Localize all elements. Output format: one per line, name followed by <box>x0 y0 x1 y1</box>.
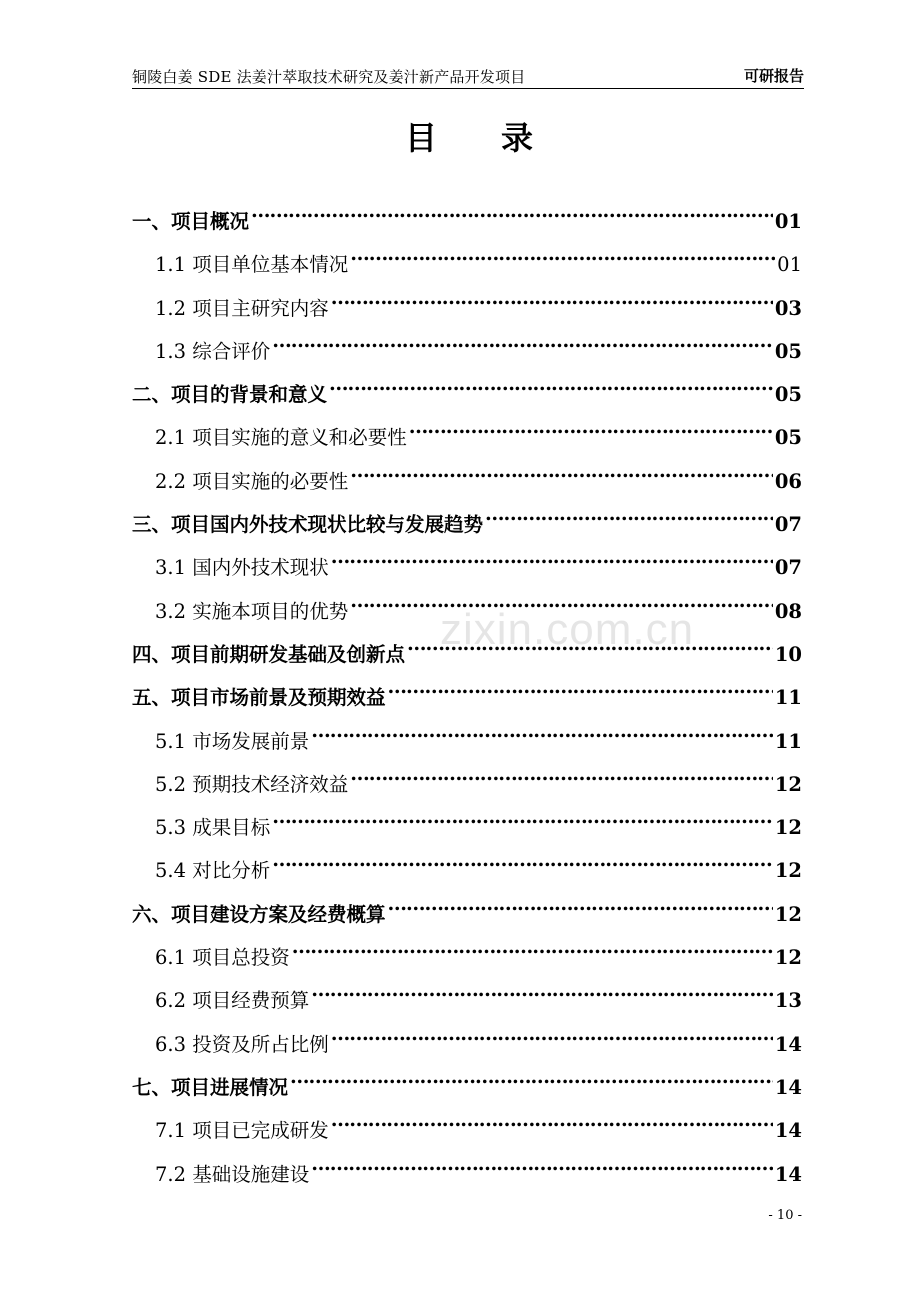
toc-entry-label: 三、项目国内外技术现状比较与发展趋势 <box>132 513 484 537</box>
toc-entry-page: 06 <box>774 469 802 493</box>
toc-entry[interactable] <box>132 410 802 453</box>
page-number: - 10 - <box>768 1208 802 1223</box>
toc-entry-page: 12 <box>774 816 802 840</box>
watermark: zixin.com.cn <box>440 605 695 654</box>
toc-entry[interactable] <box>132 714 802 757</box>
toc-dot-leader <box>331 1103 773 1137</box>
toc-entry-page: 05 <box>774 339 802 363</box>
toc-entry-label: 5.1 市场发展前景 <box>155 729 310 753</box>
toc-entry-label: 2.2 项目实施的必要性 <box>155 469 349 493</box>
toc-entry-page: 13 <box>774 989 802 1013</box>
toc-entry-label: 五、项目市场前景及预期效益 <box>132 686 386 710</box>
table-of-contents <box>132 194 802 1190</box>
toc-entry-label: 3.2 实施本项目的优势 <box>155 599 349 623</box>
toc-dot-leader <box>331 281 773 315</box>
toc-entry[interactable] <box>132 1017 802 1060</box>
toc-entry-page: 08 <box>774 599 802 623</box>
toc-entry[interactable] <box>132 1060 802 1103</box>
toc-entry[interactable] <box>132 930 802 973</box>
toc-entry-label: 7.2 基础设施建设 <box>155 1162 310 1186</box>
toc-entry-label: 5.3 成果目标 <box>155 816 271 840</box>
toc-entry-label: 6.2 项目经费预算 <box>155 989 310 1013</box>
toc-entry[interactable] <box>132 540 802 583</box>
toc-dot-leader <box>329 367 773 401</box>
toc-entry-label: 5.2 预期技术经济效益 <box>155 772 349 796</box>
toc-entry-label: 二、项目的背景和意义 <box>132 383 328 407</box>
toc-entry-label: 七、项目进展情况 <box>132 1075 289 1099</box>
toc-dot-leader <box>251 194 773 228</box>
toc-entry-page: 12 <box>774 946 802 970</box>
toc-dot-leader <box>409 410 773 444</box>
toc-entry-page: 14 <box>774 1075 802 1099</box>
toc-entry-page: 01 <box>777 253 802 277</box>
toc-entry[interactable] <box>132 324 802 367</box>
toc-entry-page: 14 <box>774 1032 802 1056</box>
toc-dot-leader <box>311 973 773 1007</box>
page-header <box>132 64 804 89</box>
toc-dot-leader <box>350 237 775 271</box>
toc-entry-label: 6.3 投资及所占比例 <box>155 1032 329 1056</box>
toc-dot-leader <box>350 454 773 488</box>
toc-dot-leader <box>292 930 773 964</box>
toc-entry-page: 10 <box>774 642 802 666</box>
toc-entry-label: 1.2 项目主研究内容 <box>155 296 329 320</box>
toc-entry-label: 六、项目建设方案及经费概算 <box>132 902 386 926</box>
toc-entry-label: 1.3 综合评价 <box>155 339 271 363</box>
toc-title: 目 录 <box>404 119 533 157</box>
toc-dot-leader <box>350 757 773 791</box>
toc-dot-leader <box>331 540 773 574</box>
toc-dot-leader <box>272 843 773 877</box>
toc-entry-page: 05 <box>774 383 802 407</box>
toc-entry[interactable] <box>132 1103 802 1146</box>
toc-entry-page: 12 <box>774 859 802 883</box>
toc-entry[interactable] <box>132 194 802 237</box>
toc-entry-page: 07 <box>774 556 802 580</box>
toc-entry-label: 6.1 项目总投资 <box>155 946 290 970</box>
toc-entry-page: 05 <box>774 426 802 450</box>
toc-dot-leader <box>272 800 773 834</box>
toc-dot-leader <box>331 1017 773 1051</box>
toc-entry-label: 一、项目概况 <box>132 210 250 233</box>
toc-entry[interactable] <box>132 237 802 280</box>
toc-dot-leader <box>311 714 773 748</box>
toc-entry[interactable] <box>132 281 802 324</box>
toc-entry-page: 14 <box>774 1162 802 1186</box>
toc-entry-page: 12 <box>774 902 802 926</box>
toc-entry[interactable] <box>132 454 802 497</box>
header-report-type: 可研报告 <box>743 67 804 85</box>
toc-entry[interactable] <box>132 497 802 540</box>
toc-entry-label: 2.1 项目实施的意义和必要性 <box>155 426 407 450</box>
toc-dot-leader <box>485 497 773 531</box>
header-project-title: 铜陵白姜 SDE 法姜汁萃取技术研究及姜汁新产品开发项目 <box>132 68 526 86</box>
toc-entry-label: 四、项目前期研发基础及创新点 <box>132 642 406 666</box>
toc-entry-label: 7.1 项目已完成研发 <box>155 1119 329 1143</box>
toc-entry-label: 5.4 对比分析 <box>155 859 271 883</box>
toc-entry-page: 03 <box>774 296 802 320</box>
toc-entry[interactable] <box>132 1147 802 1190</box>
toc-entry[interactable] <box>132 367 802 410</box>
toc-entry-page: 11 <box>774 686 802 710</box>
toc-entry[interactable] <box>132 887 802 930</box>
toc-entry-page: 01 <box>774 210 802 233</box>
toc-entry[interactable] <box>132 843 802 886</box>
toc-dot-leader <box>272 324 773 358</box>
toc-entry[interactable] <box>132 757 802 800</box>
toc-dot-leader <box>311 1147 773 1181</box>
toc-dot-leader <box>388 670 773 704</box>
toc-dot-leader <box>290 1060 773 1094</box>
toc-entry-page: 12 <box>774 772 802 796</box>
toc-entry-label: 3.1 国内外技术现状 <box>155 556 329 580</box>
toc-entry-page: 07 <box>774 513 802 537</box>
toc-entry-page: 11 <box>774 729 802 753</box>
toc-dot-leader <box>388 887 773 921</box>
toc-entry[interactable] <box>132 800 802 843</box>
toc-entry-page: 14 <box>774 1119 802 1143</box>
toc-entry[interactable] <box>132 670 802 713</box>
toc-entry-label: 1.1 项目单位基本情况 <box>155 253 349 277</box>
toc-entry[interactable] <box>132 973 802 1016</box>
